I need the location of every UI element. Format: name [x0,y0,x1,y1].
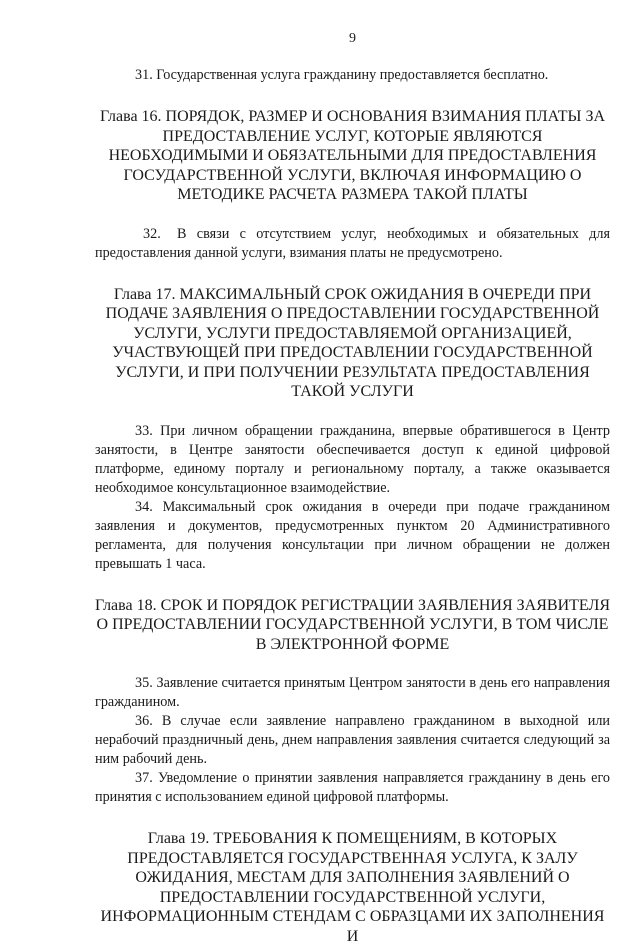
paragraph-33: 33. При личном обращении гражданина, впервые обратившегося в Центр занятости, в Центре занятости обеспечивается доступ к единой цифровой платформе, единому порталу и региональному порталу, а также оказывается необходимое консультационное взаимодействие. [95,422,610,496]
chapter-19-heading: Глава 19. ТРЕБОВАНИЯ К ПОМЕЩЕНИЯМ, В КОТОРЫХ ПРЕДОСТАВЛЯЕТСЯ ГОСУДАРСТВЕННАЯ УСЛУГА, К ЗАЛУ ОЖИДАНИЯ, МЕСТАМ ДЛЯ ЗАПОЛНЕНИЯ ЗАЯВЛЕНИЙ О ПРЕДОСТАВЛЕНИИ ГОСУДАРСТВЕННОЙ УСЛУГИ, ИНФОРМАЦИОННЫМ СТЕНДАМ С ОБРАЗЦАМИ ИХ ЗАПОЛНЕНИЯ И [100,830,605,945]
paragraph-31: 31. Государственная услуга гражданину предоставляется бесплатно. [135,67,549,83]
paragraph-32-text: В связи с отсутствием услуг, необходимых и обязательных для предоставления данной услуги, взимания платы не предусмотрено. [95,225,610,261]
page-number: 9 [349,31,356,46]
chapter-18-heading: Глава 18. СРОК И ПОРЯДОК РЕГИСТРАЦИИ ЗАЯВЛЕНИЯ ЗАЯВИТЕЛЯ О ПРЕДОСТАВЛЕНИИ ГОСУДАРСТВЕННОЙ УСЛУГИ, В ТОМ ЧИСЛЕ В ЭЛЕКТРОННОЙ ФОРМЕ [95,596,610,653]
paragraph-36: 36. В случае если заявление направлено гражданином в выходной или нерабочий праздничный день, днем направления заявления считается следующий за ним рабочий день. [95,713,610,767]
paragraph-34: 34. Максимальный срок ожидания в очереди при подаче гражданином заявления и документов, предусмотренных пунктом 20 Административного регламента, для получения консультации при личном обращении не должен превышать 1 часа. [95,498,610,572]
paragraph-32 [95,225,610,263]
paragraph-35: 35. Заявление считается принятым Центром занятости в день его направления гражданином. [95,675,610,710]
chapter-17-heading: Глава 17. МАКСИМАЛЬНЫЙ СРОК ОЖИДАНИЯ В ОЧЕРЕДИ ПРИ ПОДАЧЕ ЗАЯВЛЕНИЯ О ПРЕДОСТАВЛЕНИИ ГОСУДАРСТВЕННОЙ УСЛУГИ, УСЛУГИ ПРЕДОСТАВЛЯЕМОЙ ОРГАНИЗАЦИЕЙ, УЧАСТВУЮЩЕЙ ПРИ ПРЕДОСТАВЛЕНИИ ГОСУДАРСТВЕННОЙ УСЛУГИ, И ПРИ ПОЛУЧЕНИИ РЕЗУЛЬТАТА ПРЕДОСТАВЛЕНИЯ ТАКОЙ УСЛУГИ [105,285,600,400]
chapter-16-heading: Глава 16. ПОРЯДОК, РАЗМЕР И ОСНОВАНИЯ ВЗИМАНИЯ ПЛАТЫ ЗА ПРЕДОСТАВЛЕНИЕ УСЛУГ, КОТОРЫЕ ЯВЛЯЮТСЯ НЕОБХОДИМЫМИ И ОБЯЗАТЕЛЬНЫМИ ДЛЯ ПРЕДОСТАВЛЕНИЯ ГОСУДАРСТВЕННОЙ УСЛУГИ, ВКЛЮЧАЯ ИНФОРМАЦИЮ О МЕТОДИКЕ РАСЧЕТА РАЗМЕРА ТАКОЙ ПЛАТЫ [99,108,606,203]
document-page [95,30,610,946]
paragraph-32-number: 32. [143,225,161,242]
paragraph-37: 37. Уведомление о принятии заявления направляется гражданину в день его принятия с использованием единой цифровой платформы. [95,770,610,805]
